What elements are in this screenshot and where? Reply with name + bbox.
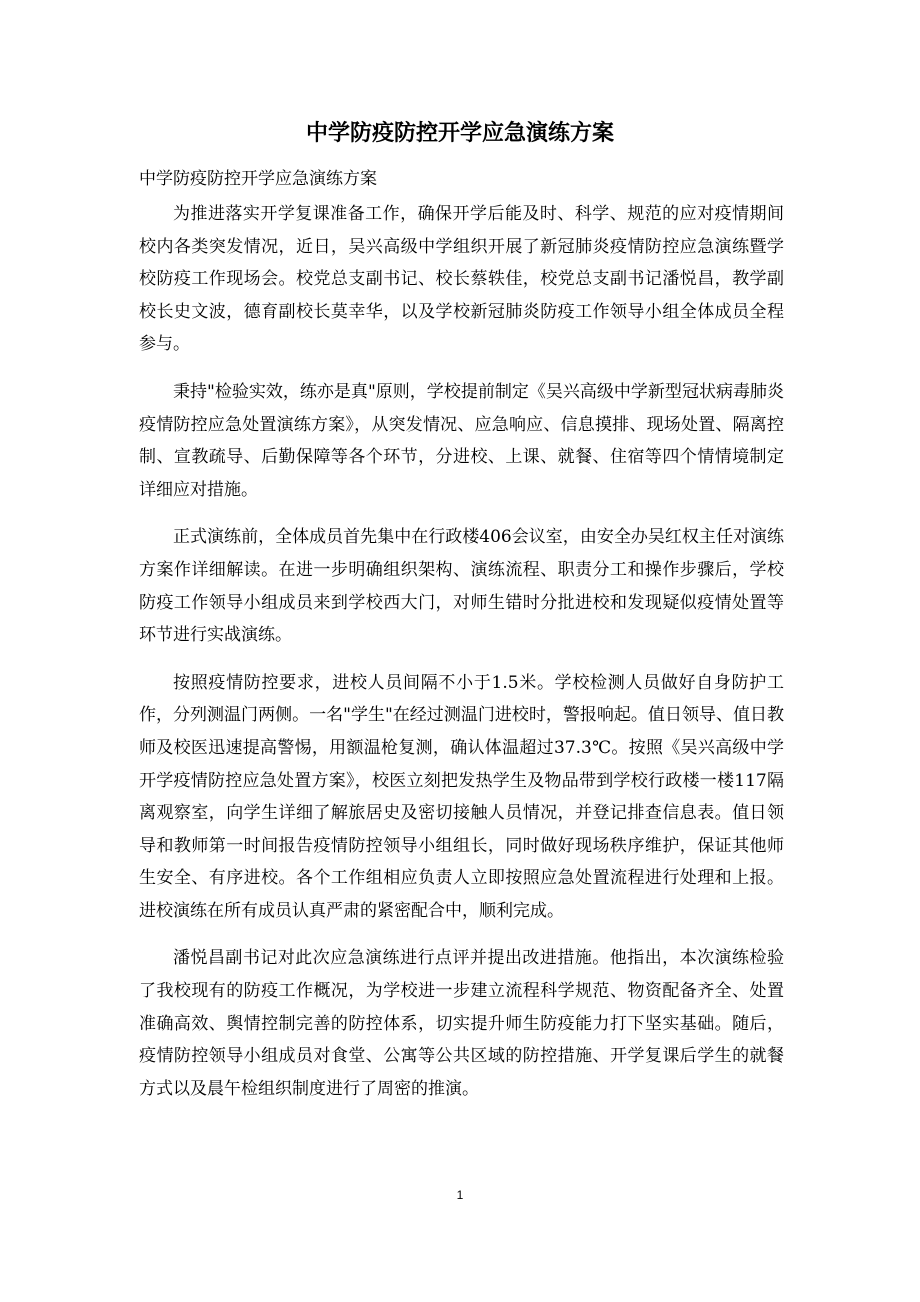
document-body [139,198,784,1120]
paragraph-intro: 为推进落实开学复课准备工作，确保开学后能及时、科学、规范的应对疫情期间校内各类突发情况，近日，吴兴高级中学组织开展了新冠肺炎疫情防控应急演练暨学校防疫工作现场会。校党总支副书记、校长蔡轶佳，校党总支副书记潘悦昌，教学副校长史文波，德育副校长莫幸华，以及学校新冠肺炎防疫工作领导小组全体成员全程参与。 [139,204,784,355]
paragraph-principle: 秉持"检验实效，练亦是真"原则，学校提前制定《吴兴高级中学新型冠状病毒肺炎疫情防控应急处置演练方案》，从突发情况、应急响应、信息摸排、现场处置、隔离控制、宣教疏导、后勤保障等各个环节，分进校、上课、就餐、住宿等四个情情境制定详细应对措施。 [139,381,784,500]
page-number: 1 [456,1188,464,1202]
document-title: 中学防疫防控开学应急演练方案 [305,120,614,146]
paragraph-preparation: 正式演练前，全体成员首先集中在行政楼406会议室，由安全办吴红权主任对演练方案作详细解读。在进一步明确组织架构、演练流程、职责分工和操作步骤后，学校防疫工作领导小组成员来到学校西大门，对师生错时分批进校和发现疑似疫情处置等环节进行实战演练。 [139,527,784,646]
paragraph-review: 潘悦昌副书记对此次应急演练进行点评并提出改进措施。他指出，本次演练检验了我校现有的防疫工作概况，为学校进一步建立流程科学规范、物资配备齐全、处置准确高效、舆情控制完善的防控体系，切实提升师生防疫能力打下坚实基础。随后，疫情防控领导小组成员对食堂、公寓等公共区域的防控措施、开学复课后学生的就餐方式以及晨午检组织制度进行了周密的推演。 [139,948,784,1099]
document-subtitle: 中学防疫防控开学应急演练方案 [139,169,377,189]
paragraph-drill: 按照疫情防控要求，进校人员间隔不小于1.5米。学校检测人员做好自身防护工作，分列测温门两侧。一名"学生"在经过测温门进校时，警报响起。值日领导、值日教师及校医迅速提高警惕，用额温枪复测，确认体温超过37.3℃。按照《吴兴高级中学开学疫情防控应急处置方案》，校医立刻把发热学生及物品带到学校行政楼一楼117隔离观察室，向学生详细了解旅居史及密切接触人员情况，并登记排查信息表。值日领导和教师第一时间报告疫情防控领导小组组长，同时做好现场秩序维护，保证其他师生安全、有序进校。各个工作组相应负责人立即按照应急处置流程进行处理和上报。进校演练在所有成员认真严肃的紧密配合中，顺利完成。 [139,672,784,921]
